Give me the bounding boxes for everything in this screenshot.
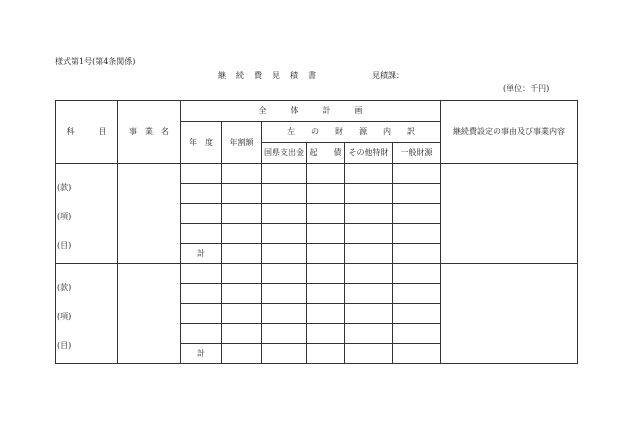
- annual-amount-cell[interactable]: [222, 164, 262, 184]
- bond-cell[interactable]: [307, 264, 345, 284]
- header-subject: 科 目: [56, 101, 118, 164]
- project-name-cell[interactable]: [118, 164, 181, 264]
- header-row-1: [56, 101, 578, 122]
- moku-label: (目): [57, 241, 72, 250]
- annual-amount-cell[interactable]: [222, 224, 262, 244]
- header-fiscal-year: 年 度: [181, 122, 222, 164]
- subject-cell: [56, 264, 118, 364]
- header-funding-breakdown: 左 の 財 源 内 訳: [262, 122, 441, 143]
- fiscal-year-cell[interactable]: [181, 284, 222, 304]
- other-specific-total-cell[interactable]: [345, 344, 393, 364]
- continuing-expense-estimate-table: [55, 100, 578, 364]
- bond-cell[interactable]: [307, 284, 345, 304]
- general-funds-cell[interactable]: [393, 284, 441, 304]
- header-annual-amount: 年割額: [222, 122, 262, 164]
- general-funds-total-cell[interactable]: [393, 344, 441, 364]
- header-national-pref-disbursement: 国県支出金: [262, 143, 307, 164]
- fiscal-year-cell[interactable]: [181, 184, 222, 204]
- header-overall-plan: 全 体 計 画: [181, 101, 441, 122]
- national-pref-total-cell[interactable]: [262, 244, 307, 264]
- table-row: [56, 164, 578, 184]
- table-row: [56, 264, 578, 284]
- moku-label: (目): [57, 341, 72, 350]
- bond-total-cell[interactable]: [307, 244, 345, 264]
- general-funds-cell[interactable]: [393, 204, 441, 224]
- kou-label: (項): [57, 312, 72, 321]
- estimating-section-label: 見積課：: [372, 71, 404, 80]
- bond-cell[interactable]: [307, 204, 345, 224]
- kan-label: (款): [57, 183, 72, 192]
- fiscal-year-cell[interactable]: [181, 304, 222, 324]
- annual-amount-cell[interactable]: [222, 324, 262, 344]
- other-specific-cell[interactable]: [345, 264, 393, 284]
- other-specific-cell[interactable]: [345, 224, 393, 244]
- general-funds-cell[interactable]: [393, 304, 441, 324]
- national-pref-cell[interactable]: [262, 164, 307, 184]
- reason-cell[interactable]: [441, 164, 578, 264]
- header-other-specific-funds: その他特財: [345, 143, 393, 164]
- fiscal-year-cell[interactable]: [181, 264, 222, 284]
- general-funds-cell[interactable]: [393, 184, 441, 204]
- project-name-cell[interactable]: [118, 264, 181, 364]
- national-pref-total-cell[interactable]: [262, 344, 307, 364]
- general-funds-cell[interactable]: [393, 264, 441, 284]
- general-funds-cell[interactable]: [393, 324, 441, 344]
- annual-amount-cell[interactable]: [222, 304, 262, 324]
- general-funds-cell[interactable]: [393, 164, 441, 184]
- bond-cell[interactable]: [307, 164, 345, 184]
- total-label: 計: [181, 244, 222, 264]
- other-specific-cell[interactable]: [345, 324, 393, 344]
- bond-cell[interactable]: [307, 184, 345, 204]
- other-specific-total-cell[interactable]: [345, 244, 393, 264]
- bond-cell[interactable]: [307, 224, 345, 244]
- other-specific-cell[interactable]: [345, 204, 393, 224]
- annual-amount-total-cell[interactable]: [222, 244, 262, 264]
- other-specific-cell[interactable]: [345, 304, 393, 324]
- reason-cell[interactable]: [441, 264, 578, 364]
- header-municipal-bond: 起 債: [307, 143, 345, 164]
- general-funds-cell[interactable]: [393, 224, 441, 244]
- fiscal-year-cell[interactable]: [181, 324, 222, 344]
- header-project-name: 事 業 名: [118, 101, 181, 164]
- annual-amount-total-cell[interactable]: [222, 344, 262, 364]
- fiscal-year-cell[interactable]: [181, 204, 222, 224]
- document-title: 継 続 費 見 積 書: [218, 71, 317, 80]
- bond-cell[interactable]: [307, 324, 345, 344]
- bond-total-cell[interactable]: [307, 344, 345, 364]
- national-pref-cell[interactable]: [262, 284, 307, 304]
- national-pref-cell[interactable]: [262, 204, 307, 224]
- fiscal-year-cell[interactable]: [181, 164, 222, 184]
- total-label: 計: [181, 344, 222, 364]
- national-pref-cell[interactable]: [262, 264, 307, 284]
- national-pref-cell[interactable]: [262, 224, 307, 244]
- form-number: 様式第1号(第4条関係): [55, 57, 136, 66]
- other-specific-cell[interactable]: [345, 284, 393, 304]
- kan-label: (款): [57, 283, 72, 292]
- general-funds-total-cell[interactable]: [393, 244, 441, 264]
- other-specific-cell[interactable]: [345, 184, 393, 204]
- kou-label: (項): [57, 212, 72, 221]
- annual-amount-cell[interactable]: [222, 284, 262, 304]
- fiscal-year-cell[interactable]: [181, 224, 222, 244]
- header-general-funds: 一般財源: [393, 143, 441, 164]
- other-specific-cell[interactable]: [345, 164, 393, 184]
- annual-amount-cell[interactable]: [222, 184, 262, 204]
- national-pref-cell[interactable]: [262, 304, 307, 324]
- annual-amount-cell[interactable]: [222, 264, 262, 284]
- subject-cell: [56, 164, 118, 264]
- annual-amount-cell[interactable]: [222, 204, 262, 224]
- national-pref-cell[interactable]: [262, 184, 307, 204]
- bond-cell[interactable]: [307, 304, 345, 324]
- header-reason: 継続費設定の事由及び事業内容: [441, 101, 578, 164]
- unit-label: (単位：千円): [503, 84, 550, 93]
- national-pref-cell[interactable]: [262, 324, 307, 344]
